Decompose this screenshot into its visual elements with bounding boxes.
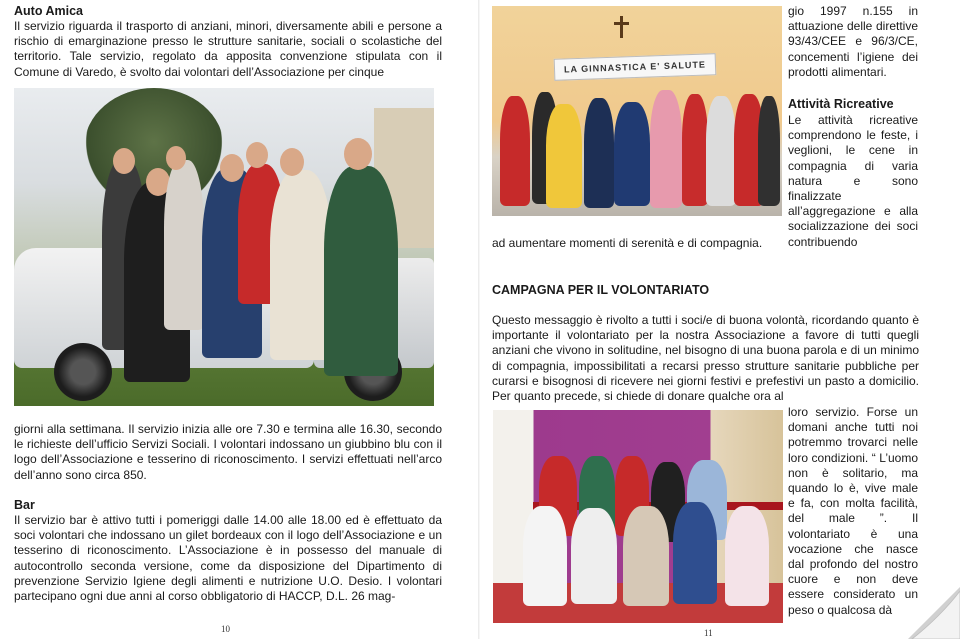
campagna-paragraph: Questo messaggio è rivolto a tutti i soci/e di buona volontà, ricordando quanto è importante il volontariato per la nostra Associazione a favore di tutti quegli anziani che vivono in solitudine, nel bisogno di una buona parola e di un minimo di compagnia, impossibilitati a recarsi presso strutture sanitarie pubbliche per curarsi e bisognosi di ricevere nei giorni festivi e prefestivi un pasto a domicilio. Per quanto precede, si chiede di donare qualche ora al xyxy=(492,313,919,404)
auto-amica-heading: Auto Amica xyxy=(14,4,83,18)
bar-heading: Bar xyxy=(14,498,35,512)
attivita-paragraph-end: ad aumentare momenti di serenità e di compagnia. xyxy=(492,236,763,250)
page-number-right: 11 xyxy=(704,628,713,638)
auto-amica-paragraph-2: giorni alla settimana. Il servizio inizia alle ore 7.30 e termina alle 16.30, secondo le richieste dell’ufficio Servizi Sociali. I volontari indossano un giubbino blu con il logo dell’Associazione e tesserino di riconoscimento. I servizi effettuati nell’arco dell’anno sono circa 850. xyxy=(14,422,442,482)
page-number-left: 10 xyxy=(221,624,230,634)
attivita-paragraph: Le attività ricreative comprendono le feste, i veglioni, le cene in compagnia di varia natura e sono finalizzate all’aggregazione e alla socializzazione dei soci contribuendo xyxy=(788,113,918,249)
page-curl-icon[interactable] xyxy=(908,587,960,639)
auto-amica-paragraph-1: Il servizio riguarda il trasporto di anziani, minori, diversamente abili e persone a rischio di emarginazione presso le strutture sanitarie, sociali o scolastiche del territorio. Tale servizio, regolato da apposita convenzione stipulata con il Comune di Varedo, è svolto dai volontari dell’Associazione per cinque xyxy=(14,19,442,79)
right-top-paragraph: gio 1997 n.155 in attuazione delle direttive 93/43/CEE e 96/3/CE, concementi l’igiene dei prodotti alimentari. xyxy=(788,4,918,79)
photo-volunteers-car xyxy=(14,88,434,406)
campagna-heading: CAMPAGNA PER IL VOLONTARIATO xyxy=(492,283,710,297)
campagna-side-paragraph: loro servizio. Forse un domani anche tutti noi potremmo trovarci nelle loro condizioni. “ L’uomo non è solitario, ma quando lo è, vive male e fa, con molta facilità, del male ”. Il volontariato è una vocazione che nasce dal profondo del nostro cuore e non deve essere considerato un peso o qualcosa dà xyxy=(788,405,918,617)
photo-gymnastics-group xyxy=(492,6,782,216)
right-page xyxy=(480,0,960,639)
bar-paragraph: Il servizio bar è attivo tutti i pomeriggi dalle 14.00 alle 18.00 ed è effettuato da soci volontari che indossano un gilet bordeaux con il logo dell’Associazione e un tesserino di riconoscimento. L’Associazione è in possesso del manuale di autocontrollo seconda versione, come da disposizione del Dipartimento di prevenzione Servizio Igiene degli alimenti e nutrizione U.O. Desio. I volontari partecipano ogni due anni al corso obbligatorio di HACCP, D.L. 26 mag- xyxy=(14,513,442,604)
photo-banner: LA GINNASTICA E' SALUTE xyxy=(554,53,717,81)
attivita-heading: Attività Ricreative xyxy=(788,97,894,111)
photo-volunteers-indoor xyxy=(493,410,783,623)
